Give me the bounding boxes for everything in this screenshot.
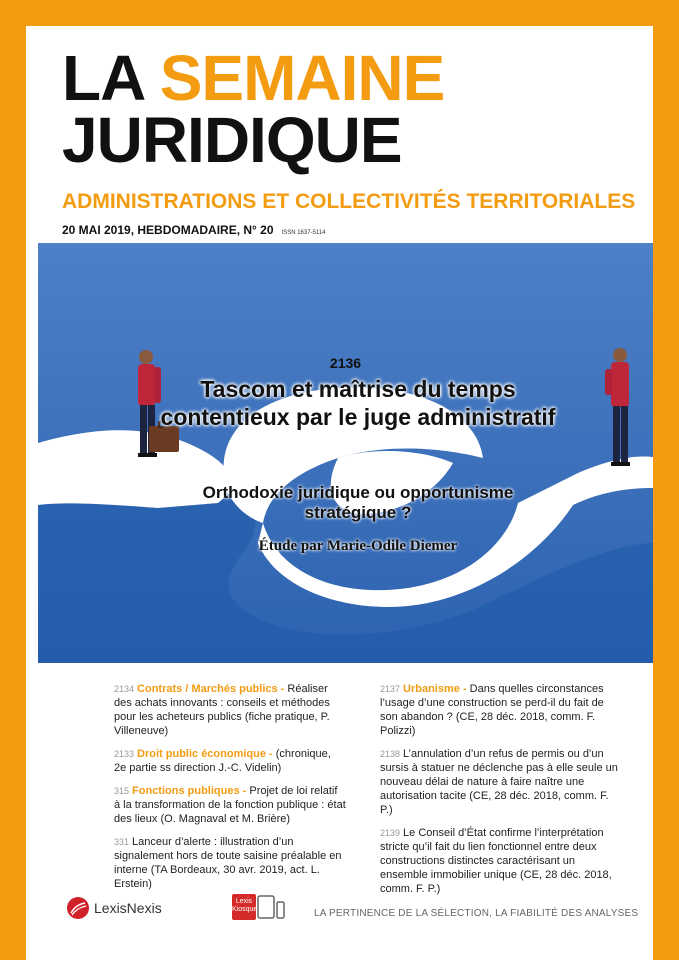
kiosque-logo[interactable] — [232, 894, 286, 920]
summary-left-column — [114, 682, 346, 900]
tablet-icon — [256, 894, 286, 920]
cover-page — [26, 26, 653, 960]
issn: ISSN 1637-5114 — [281, 230, 326, 236]
item-category: Urbanisme - — [403, 683, 470, 695]
journal-subtitle: ADMINISTRATIONS ET COLLECTIVITÉS TERRITORIALES — [62, 190, 636, 213]
item-number: 331 — [114, 837, 130, 847]
issue-date: 20 MAI 2019, HEBDOMADAIRE, N° 20 — [62, 223, 274, 237]
summary-item[interactable] — [380, 682, 620, 738]
item-number: 2139 — [380, 828, 401, 838]
item-category: Contrats / Marchés publics - — [137, 683, 288, 695]
item-text: Réaliser des achats innovants : conseils et méthodes pour les acheteurs publics (fiche pratique, P. Villeneuve) — [114, 683, 330, 737]
item-text: Projet de loi relatif à la transformation de la fonction publique : état des lieux (O. Magnaval et M. Brière) — [114, 785, 346, 825]
tagline: LA PERTINENCE DE LA SÉLECTION, LA FIABILITÉ DES ANALYSES — [314, 908, 639, 919]
item-category: Fonctions publiques - — [132, 785, 250, 797]
publisher-logo[interactable] — [66, 896, 162, 920]
summary-item[interactable] — [114, 747, 346, 775]
masthead-juridique: JURIDIQUE — [62, 104, 402, 176]
masthead-line1 — [62, 42, 445, 114]
summary-item[interactable] — [114, 784, 346, 826]
item-text: (chronique, 2e partie ss direction J.-C. Videlin) — [114, 748, 331, 774]
item-text: Dans quelles circonstances l’usage d’une construction se perd-il du fait de son abandon ? (CE, 28 déc. 2018, comm. F. Polizzi) — [380, 683, 604, 737]
summary-item[interactable] — [114, 682, 346, 738]
summary-item[interactable] — [114, 835, 346, 891]
article-title[interactable]: Tascom et maîtrise du temps contentieux par le juge administratif — [160, 376, 556, 430]
article-number: 2136 — [329, 355, 362, 371]
item-number: 315 — [114, 786, 130, 796]
masthead — [62, 42, 445, 176]
item-number: 2133 — [114, 749, 135, 759]
summary-item[interactable] — [380, 826, 620, 896]
masthead-semaine: SEMAINE — [159, 42, 445, 114]
item-number: 2137 — [380, 684, 401, 694]
item-text: Lanceur d’alerte : illustration d’un signalement hors de toute saisine préalable en interne (TA Bordeaux, 30 avr. 2019, act. L. Erstein) — [114, 836, 342, 890]
kiosque-badge: Lexis Kiosque — [232, 894, 256, 920]
summary-right-column — [380, 682, 620, 905]
item-text: Le Conseil d’État confirme l’interprétation stricte qu’il fait du lien fonctionnel entre deux constructions distinctes caractérisant un ensemble immobilier unique (CE, 28 déc. 2018, comm. F. P.) — [380, 827, 612, 895]
masthead-la: LA — [62, 42, 160, 114]
phone-icon — [277, 902, 284, 918]
summary-item[interactable] — [380, 747, 620, 817]
item-category: Droit public économique - — [137, 748, 276, 760]
publisher-name: LexisNexis — [94, 900, 162, 916]
item-number: 2138 — [380, 749, 401, 759]
cover-article — [38, 243, 653, 663]
issue-info — [62, 223, 325, 237]
item-number: 2134 — [114, 684, 135, 694]
article-author: Étude par Marie-Odile Diemer — [258, 538, 458, 554]
cover-illustration — [38, 243, 653, 663]
lexisnexis-logo-icon — [66, 896, 90, 920]
article-subtitle: Orthodoxie juridique ou opportunisme stratégique ? — [202, 483, 514, 522]
item-text: L’annulation d’un refus de permis ou d’un sursis à statuer ne déclenche pas à elle seule un nouveau délai de nature à faire naître une autorisation tacite (CE, 28 déc. 2018, comm. F. P.) — [380, 748, 618, 816]
